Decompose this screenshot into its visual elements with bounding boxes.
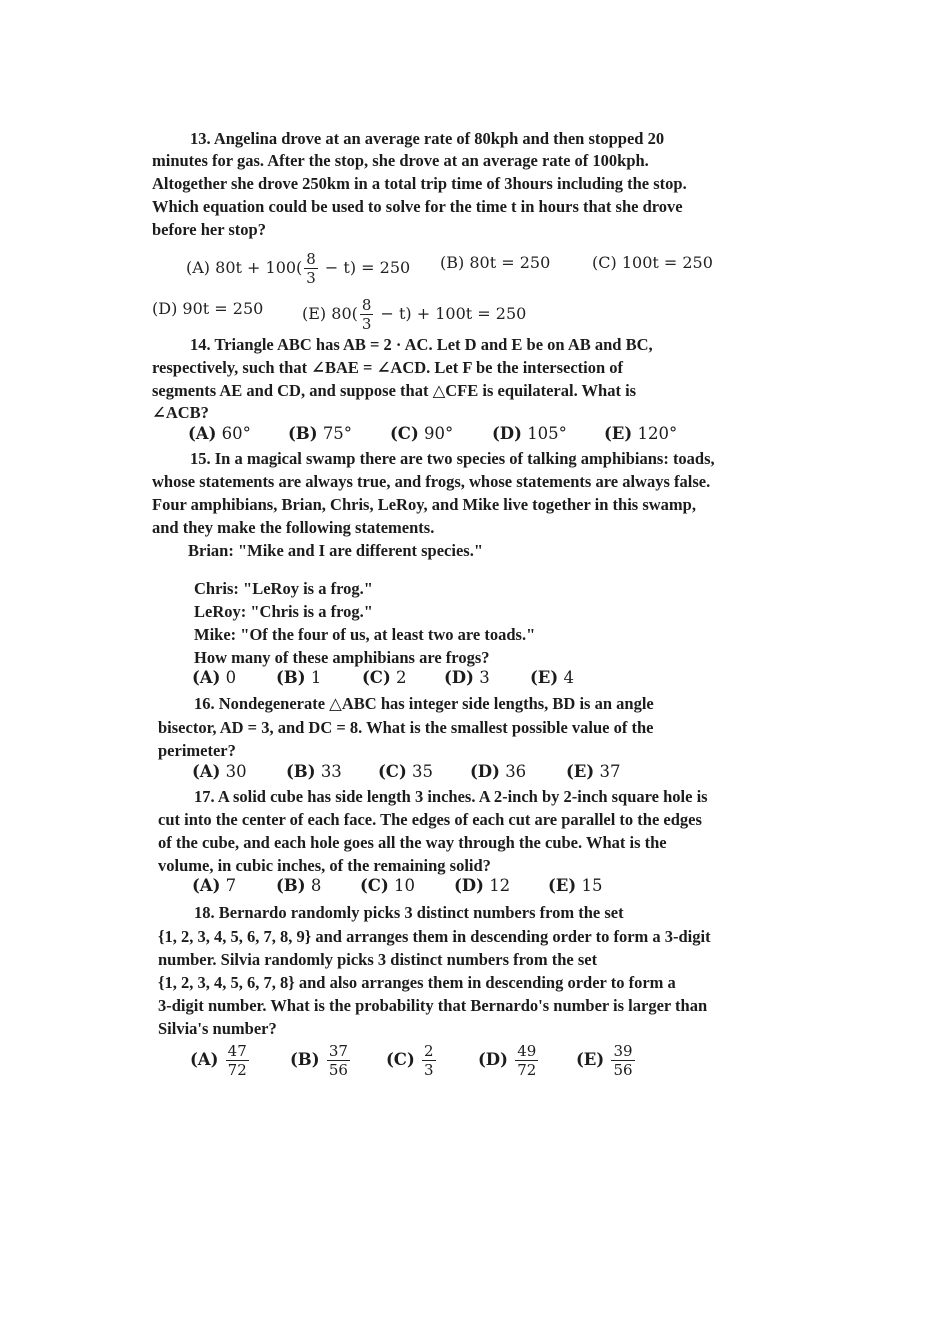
q15-line-8: Mike: "Of the four of us, at least two are toads." <box>194 625 536 644</box>
q14-line-3: segments AE and CD, and suppose that △CFE is equilateral. What is <box>152 381 637 400</box>
q14-choice-d: (D) 105° <box>492 424 567 443</box>
q16-choice-a: (A) 30 <box>192 762 247 781</box>
q17-line-1: 17. A solid cube has side length 3 inches. A 2-inch by 2-inch square hole is <box>194 787 708 806</box>
q17-choice-b: (B) 8 <box>276 876 322 895</box>
fraction: $\frac{2}{3}$ <box>424 1042 434 1079</box>
q16-line-1: 16. Nondegenerate △ABC has integer side lengths, BD is an angle <box>194 694 654 713</box>
q18-line-2: {1, 2, 3, 4, 5, 6, 7, 8, 9} and arranges them in descending order to form a 3-digit <box>158 927 711 946</box>
q18-line-6: Silvia's number? <box>158 1019 277 1038</box>
q13-line-1: 13. Angelina drove at an average rate of 80kph and then stopped 20 <box>190 129 665 148</box>
q16-choice-e: (E) 37 <box>566 762 621 781</box>
q14-line-1: 14. Triangle ABC has AB = 2 · AC. Let D and E be on AB and BC, <box>190 335 653 354</box>
q17-line-4: volume, in cubic inches, of the remaining solid? <box>158 856 491 875</box>
q18-line-3: number. Silvia randomly picks 3 distinct numbers from the set <box>158 950 598 969</box>
q13-choice-d: (D) 90t = 250 <box>152 299 264 318</box>
q18-choice-d: (D) $\frac{49}{72}$ <box>478 1042 537 1079</box>
q15-choice-b: (B) 1 <box>276 668 322 687</box>
q13-choice-a: (A) 80t + 100( $\frac{8}{3}$ − t) = 250 <box>186 250 411 287</box>
q15-line-3: Four amphibians, Brian, Chris, LeRoy, and Mike live together in this swamp, <box>152 495 696 514</box>
q15-line-2: whose statements are always true, and frogs, whose statements are always false. <box>152 472 711 491</box>
q13-line-2: minutes for gas. After the stop, she drove at an average rate of 100kph. <box>152 151 649 170</box>
q15-choice-a: (A) 0 <box>192 668 237 687</box>
q17-choice-c: (C) 10 <box>360 876 415 895</box>
q13-choice-e: (E) 80( $\frac{8}{3}$ − t) + 100t = 250 <box>302 296 527 333</box>
q17-choice-a: (A) 7 <box>192 876 237 895</box>
q18-choice-a: (A) $\frac{47}{72}$ <box>190 1042 247 1079</box>
q16-choice-d: (D) 36 <box>470 762 527 781</box>
q15-line-6: Chris: "LeRoy is a frog." <box>194 579 373 598</box>
q13-line-5: before her stop? <box>152 220 266 239</box>
fraction: $\frac{8}{3}$ <box>306 250 316 287</box>
fraction: $\frac{49}{72}$ <box>517 1042 537 1079</box>
q13-choice-b: (B) 80t = 250 <box>440 253 551 272</box>
q14-choice-a: (A) 60° <box>188 424 251 443</box>
q18-line-1: 18. Bernardo randomly picks 3 distinct numbers from the set <box>194 903 624 922</box>
q16-choice-b: (B) 33 <box>286 762 342 781</box>
q13-line-4: Which equation could be used to solve for the time t in hours that she drove <box>152 197 683 216</box>
q17-choice-d: (D) 12 <box>454 876 511 895</box>
q15-line-4: and they make the following statements. <box>152 518 435 537</box>
q14-line-4: ∠ACB? <box>152 403 209 422</box>
q15-line-7: LeRoy: "Chris is a frog." <box>194 602 373 621</box>
q16-line-3: perimeter? <box>158 741 236 760</box>
q13-line-3: Altogether she drove 250km in a total trip time of 3hours including the stop. <box>152 174 687 193</box>
q16-line-2: bisector, AD = 3, and DC = 8. What is the smallest possible value of the <box>158 718 654 737</box>
q15-line-5: Brian: "Mike and I are different species." <box>188 541 483 560</box>
q14-choice-c: (C) 90° <box>390 424 454 443</box>
q18-choice-e: (E) $\frac{39}{56}$ <box>576 1042 633 1079</box>
q15-line-1: 15. In a magical swamp there are two species of talking amphibians: toads, <box>190 449 715 468</box>
q17-choice-e: (E) 15 <box>548 876 603 895</box>
q18-line-5: 3-digit number. What is the probability that Bernardo's number is larger than <box>158 996 708 1015</box>
q18-choice-b: (B) $\frac{37}{56}$ <box>290 1042 348 1079</box>
q14-choice-b: (B) 75° <box>288 424 353 443</box>
q16-choice-c: (C) 35 <box>378 762 433 781</box>
q17-line-2: cut into the center of each face. The edges of each cut are parallel to the edges <box>158 810 702 829</box>
q15-choice-e: (E) 4 <box>530 668 574 687</box>
fraction: $\frac{47}{72}$ <box>227 1042 247 1079</box>
fraction: $\frac{37}{56}$ <box>328 1042 348 1079</box>
q15-choice-d: (D) 3 <box>444 668 490 687</box>
q15-line-9: How many of these amphibians are frogs? <box>194 648 490 667</box>
fraction: $\frac{39}{56}$ <box>613 1042 633 1079</box>
fraction: $\frac{8}{3}$ <box>361 296 372 333</box>
q14-line-2: respectively, such that ∠BAE = ∠ACD. Let F be the intersection of <box>152 358 624 377</box>
q18-choice-c: (C) $\frac{2}{3}$ <box>386 1042 434 1079</box>
q13-choice-c: (C) 100t = 250 <box>592 253 713 272</box>
q14-choice-e: (E) 120° <box>604 424 678 443</box>
q15-choice-c: (C) 2 <box>362 668 407 687</box>
q17-line-3: of the cube, and each hole goes all the way through the cube. What is the <box>158 833 667 852</box>
q18-line-4: {1, 2, 3, 4, 5, 6, 7, 8} and also arranges them in descending order to form a <box>158 973 676 992</box>
